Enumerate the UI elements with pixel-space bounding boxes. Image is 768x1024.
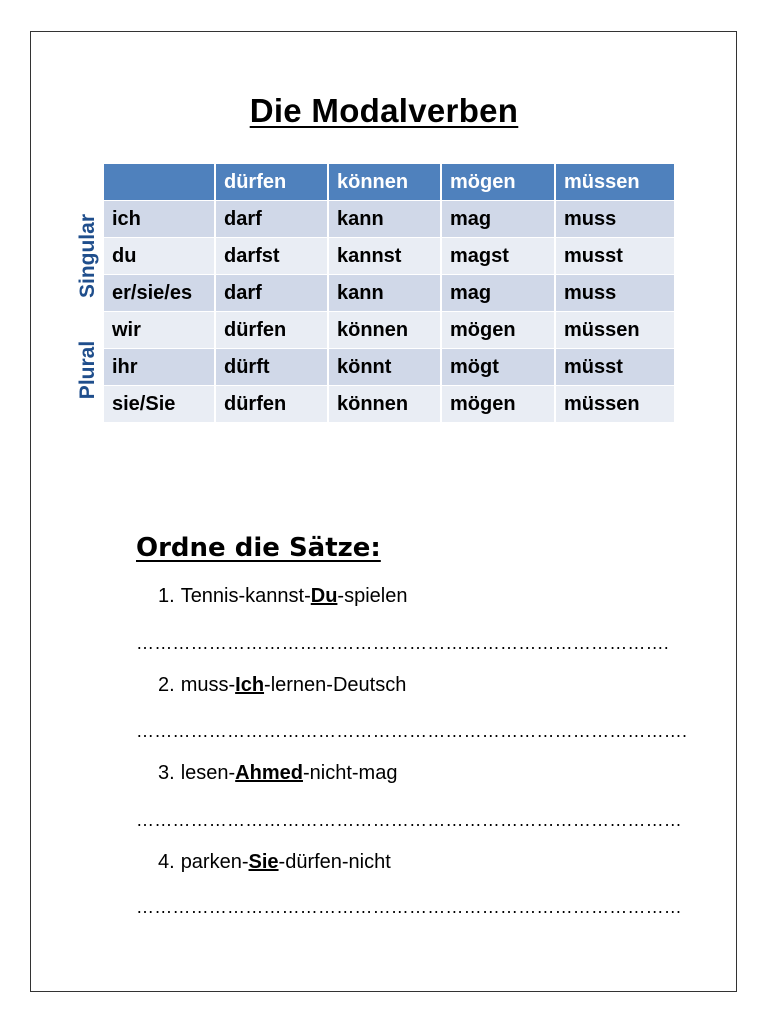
exercise-heading: Ordne die Sätze: xyxy=(136,533,381,563)
verb-cell: muss xyxy=(556,275,676,312)
item-text-after: -spielen xyxy=(337,585,408,607)
verb-cell: dürfen xyxy=(216,312,329,349)
answer-line-1: ……………………………………………………………………………. xyxy=(136,633,670,653)
header-cell-pronoun xyxy=(104,164,216,201)
conjugation-table xyxy=(104,164,676,423)
verb-cell: müssen xyxy=(556,386,676,423)
verb-cell: können xyxy=(329,386,442,423)
pronoun-cell: ihr xyxy=(104,349,216,386)
item-text-after: -nicht-mag xyxy=(302,762,398,784)
verb-cell: mag xyxy=(442,275,556,312)
item-number: 4. xyxy=(158,851,175,873)
verb-cell: mögen xyxy=(442,386,556,423)
verb-cell: darfst xyxy=(216,238,329,275)
verb-cell: mag xyxy=(442,201,556,238)
table-header-row xyxy=(104,164,676,201)
item-text-before: Tennis-kannst- xyxy=(180,585,311,607)
verb-cell: darf xyxy=(216,201,329,238)
header-cell-duerfen: dürfen xyxy=(216,164,329,201)
item-text-before: muss- xyxy=(180,674,236,696)
verb-cell: muss xyxy=(556,201,676,238)
verb-cell: kann xyxy=(329,201,442,238)
answer-line-4: ……………………………………………………………………………… xyxy=(136,897,682,917)
verb-cell: mögt xyxy=(442,349,556,386)
item-text-before: lesen- xyxy=(180,762,236,784)
verb-cell: müssen xyxy=(556,312,676,349)
verb-cell: musst xyxy=(556,238,676,275)
exercise-item-1 xyxy=(158,585,407,608)
header-cell-moegen: mögen xyxy=(442,164,556,201)
item-number: 1. xyxy=(158,585,175,607)
pronoun-cell: ich xyxy=(104,201,216,238)
verb-cell: kannst xyxy=(329,238,442,275)
verb-cell: dürft xyxy=(216,349,329,386)
item-text-after: -lernen-Deutsch xyxy=(264,674,407,696)
verb-cell: dürfen xyxy=(216,386,329,423)
item-subject: Ahmed xyxy=(235,762,303,784)
item-number: 3. xyxy=(158,762,175,784)
pronoun-cell: sie/Sie xyxy=(104,386,216,423)
verb-cell: mögen xyxy=(442,312,556,349)
verb-cell: magst xyxy=(442,238,556,275)
singular-label: Singular xyxy=(76,214,99,299)
exercise-item-3 xyxy=(158,762,397,785)
item-subject: Sie xyxy=(248,851,279,873)
header-cell-koennen: können xyxy=(329,164,442,201)
verb-cell: können xyxy=(329,312,442,349)
answer-line-3: ……………………………………………………………………………… xyxy=(136,810,682,830)
verb-cell: könnt xyxy=(329,349,442,386)
header-cell-muessen: müssen xyxy=(556,164,676,201)
table-row xyxy=(104,386,676,423)
verb-cell: kann xyxy=(329,275,442,312)
item-number: 2. xyxy=(158,674,175,696)
exercise-item-2 xyxy=(158,674,406,697)
table-row xyxy=(104,238,676,275)
item-text-before: parken- xyxy=(180,851,249,873)
item-subject: Ich xyxy=(235,674,265,696)
exercise-item-4 xyxy=(158,851,391,874)
plural-label: Plural xyxy=(76,340,99,400)
pronoun-cell: du xyxy=(104,238,216,275)
item-text-after: -dürfen-nicht xyxy=(278,851,391,873)
table-row xyxy=(104,312,676,349)
answer-line-2: ………………………………………………………………………………. xyxy=(136,721,688,741)
pronoun-cell: er/sie/es xyxy=(104,275,216,312)
item-subject: Du xyxy=(310,585,338,607)
table-row xyxy=(104,349,676,386)
verb-cell: darf xyxy=(216,275,329,312)
table-row xyxy=(104,275,676,312)
verb-cell: müsst xyxy=(556,349,676,386)
table-row xyxy=(104,201,676,238)
page-title: Die Modalverben xyxy=(249,92,519,129)
pronoun-cell: wir xyxy=(104,312,216,349)
